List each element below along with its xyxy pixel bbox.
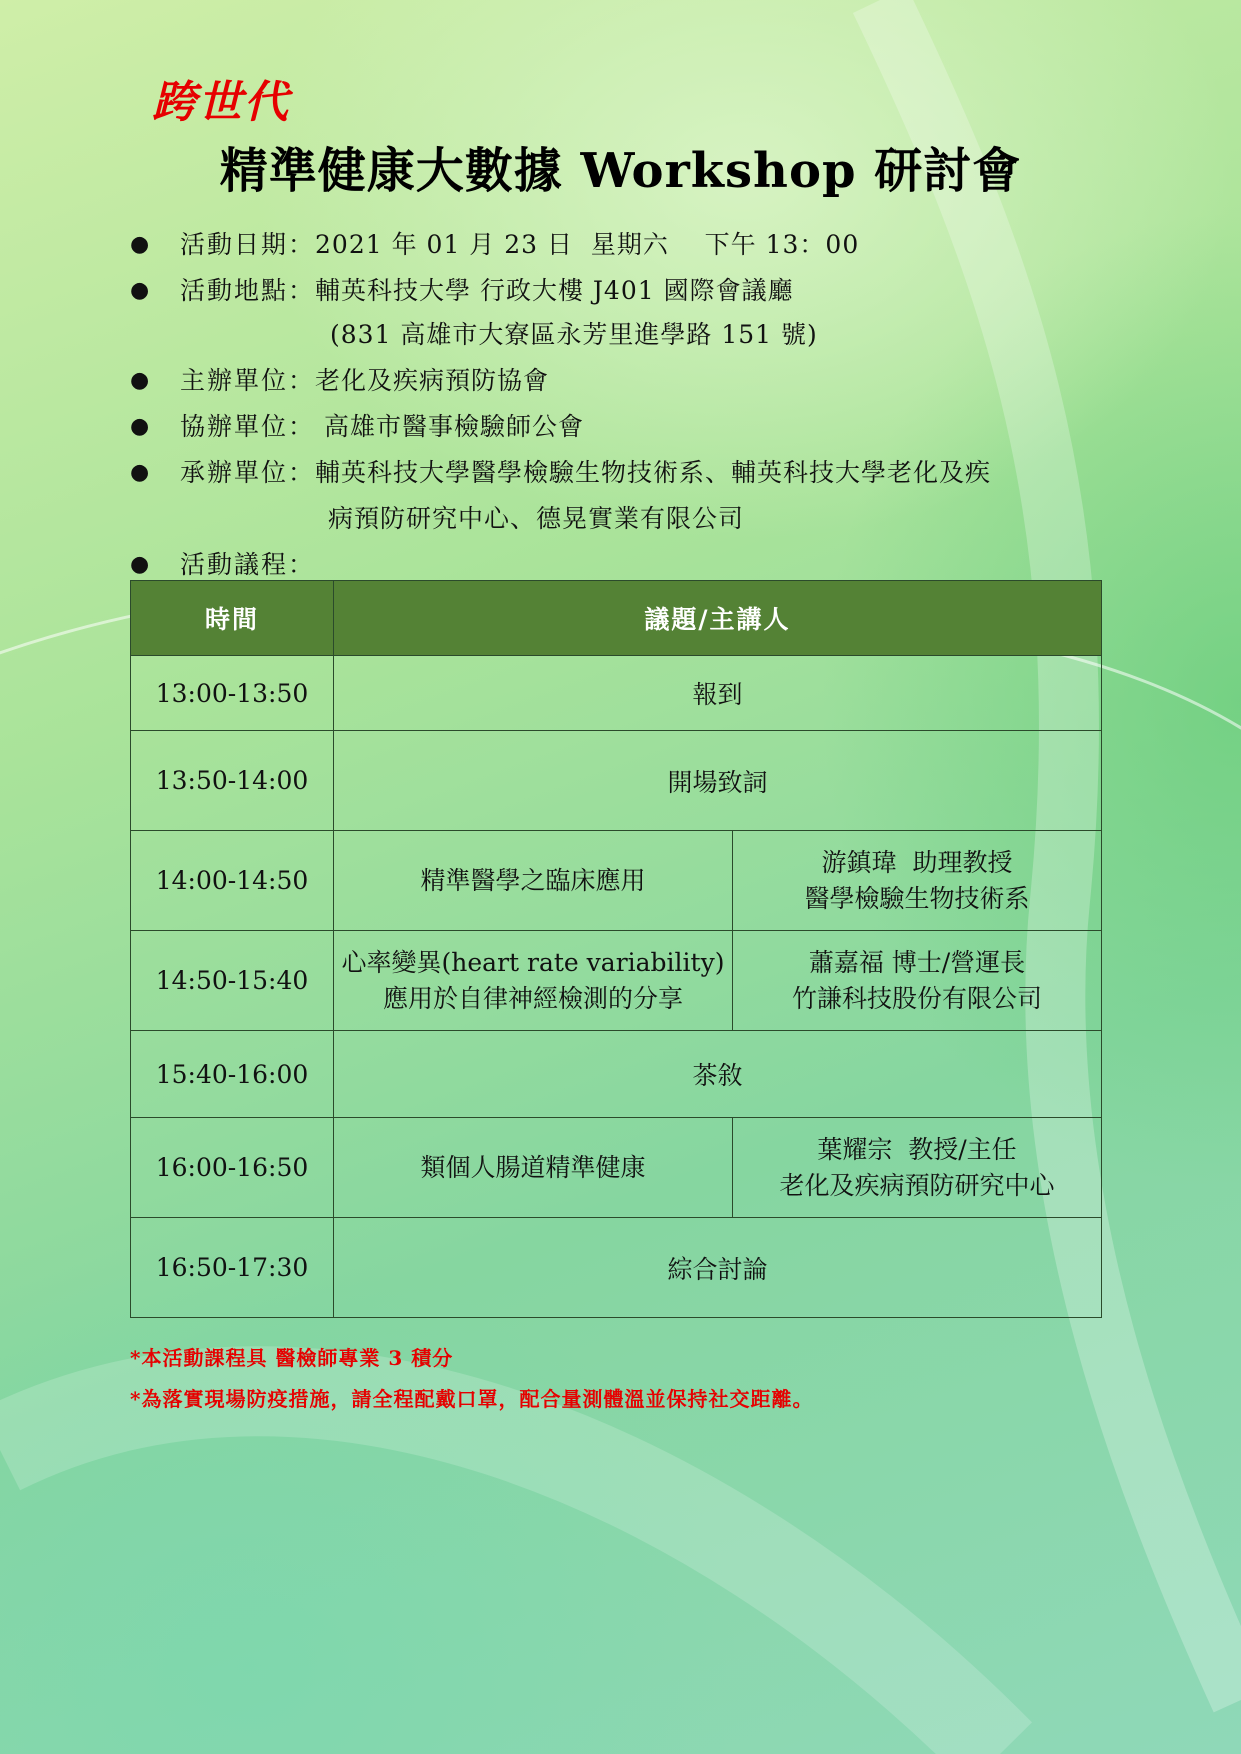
credit-note: *本活動課程具 醫檢師專業 3 積分 bbox=[130, 1346, 454, 1370]
topic-line: 類個人腸道精準健康 bbox=[420, 1152, 646, 1182]
title-kicker: 跨世代 bbox=[152, 77, 290, 128]
time-cell: 16:50-17:30 bbox=[131, 1218, 334, 1318]
info-executor bbox=[130, 450, 1130, 496]
table-row bbox=[131, 1118, 1102, 1218]
bullet-icon: ● bbox=[130, 232, 150, 257]
co-organizer-label: 協辦單位： bbox=[180, 412, 316, 441]
time-cell: 16:00-16:50 bbox=[131, 1118, 334, 1218]
speaker-name: 蕭嘉福 博士/營運長 bbox=[808, 947, 1026, 977]
executor-label: 承辦單位： bbox=[180, 458, 316, 487]
topic-cell bbox=[334, 831, 733, 931]
time-cell: 14:00-14:50 bbox=[131, 831, 334, 931]
bullet-icon: ● bbox=[130, 278, 150, 303]
speaker-cell bbox=[733, 931, 1102, 1031]
info-co-organizer bbox=[130, 404, 1130, 450]
topic-cell: 開場致詞 bbox=[334, 731, 1102, 831]
agenda-table bbox=[130, 580, 1102, 1318]
topic-cell: 報到 bbox=[334, 656, 1102, 731]
safety-note: *為落實現場防疫措施，請全程配戴口罩，配合量測體溫並保持社交距離。 bbox=[130, 1387, 814, 1411]
table-row bbox=[131, 831, 1102, 931]
time-cell: 13:50-14:00 bbox=[131, 731, 334, 831]
date-value: 2021 年 01 月 23 日 星期六 下午 13：00 bbox=[315, 230, 860, 259]
topic-cell: 綜合討論 bbox=[334, 1218, 1102, 1318]
time-cell: 13:00-13:50 bbox=[131, 656, 334, 731]
executor-value: 輔英科技大學醫學檢驗生物技術系、輔英科技大學老化及疾 bbox=[315, 458, 992, 487]
event-info bbox=[130, 222, 1130, 588]
speaker-name: 葉耀宗 教授/主任 bbox=[817, 1134, 1017, 1164]
table-row bbox=[131, 1031, 1102, 1118]
executor-value-cont: 病預防研究中心、德晃實業有限公司 bbox=[328, 504, 745, 533]
speaker-affiliation: 老化及疾病預防研究中心 bbox=[779, 1170, 1055, 1200]
agenda-label: 活動議程： bbox=[180, 550, 316, 579]
time-cell: 15:40-16:00 bbox=[131, 1031, 334, 1118]
topic-cell: 茶敘 bbox=[334, 1031, 1102, 1118]
co-organizer-value: 高雄市醫事檢驗師公會 bbox=[315, 412, 584, 441]
topic-line: 心率變異(heart rate variability) bbox=[341, 947, 725, 977]
speaker-affiliation: 醫學檢驗生物技術系 bbox=[804, 883, 1030, 913]
table-row bbox=[131, 1218, 1102, 1318]
date-label: 活動日期： bbox=[180, 230, 316, 259]
info-date bbox=[130, 222, 1130, 268]
speaker-cell bbox=[733, 1118, 1102, 1218]
time-cell: 14:50-15:40 bbox=[131, 931, 334, 1031]
page-title: 精準健康大數據 Workshop 研討會 bbox=[219, 143, 1022, 199]
notes bbox=[130, 1338, 813, 1420]
speaker-name: 游鎮瑋 助理教授 bbox=[821, 847, 1013, 877]
topic-cell bbox=[334, 1118, 733, 1218]
venue-value: 輔英科技大學 行政大樓 J401 國際會議廳 bbox=[315, 276, 794, 305]
table-row bbox=[131, 656, 1102, 731]
venue-address: (831 高雄市大寮區永芳里進學路 151 號) bbox=[330, 320, 818, 349]
organizer-label: 主辦單位： bbox=[180, 366, 316, 395]
info-venue bbox=[130, 268, 1130, 314]
bullet-icon: ● bbox=[130, 414, 150, 439]
topic-cell bbox=[334, 931, 733, 1031]
topic-line: 精準醫學之臨床應用 bbox=[420, 865, 646, 895]
topic-line: 應用於自律神經檢測的分享 bbox=[382, 983, 683, 1013]
speaker-affiliation: 竹謙科技股份有限公司 bbox=[791, 983, 1042, 1013]
header-time: 時間 bbox=[131, 581, 334, 656]
speaker-cell bbox=[733, 831, 1102, 931]
info-organizer bbox=[130, 358, 1130, 404]
table-row bbox=[131, 931, 1102, 1031]
bullet-icon: ● bbox=[130, 460, 150, 485]
bullet-icon: ● bbox=[130, 552, 150, 577]
bullet-icon: ● bbox=[130, 368, 150, 393]
agenda-header-row bbox=[131, 581, 1102, 656]
table-row bbox=[131, 731, 1102, 831]
header-topic: 議題/主講人 bbox=[334, 581, 1102, 656]
venue-label: 活動地點： bbox=[180, 276, 316, 305]
organizer-value: 老化及疾病預防協會 bbox=[315, 366, 550, 395]
